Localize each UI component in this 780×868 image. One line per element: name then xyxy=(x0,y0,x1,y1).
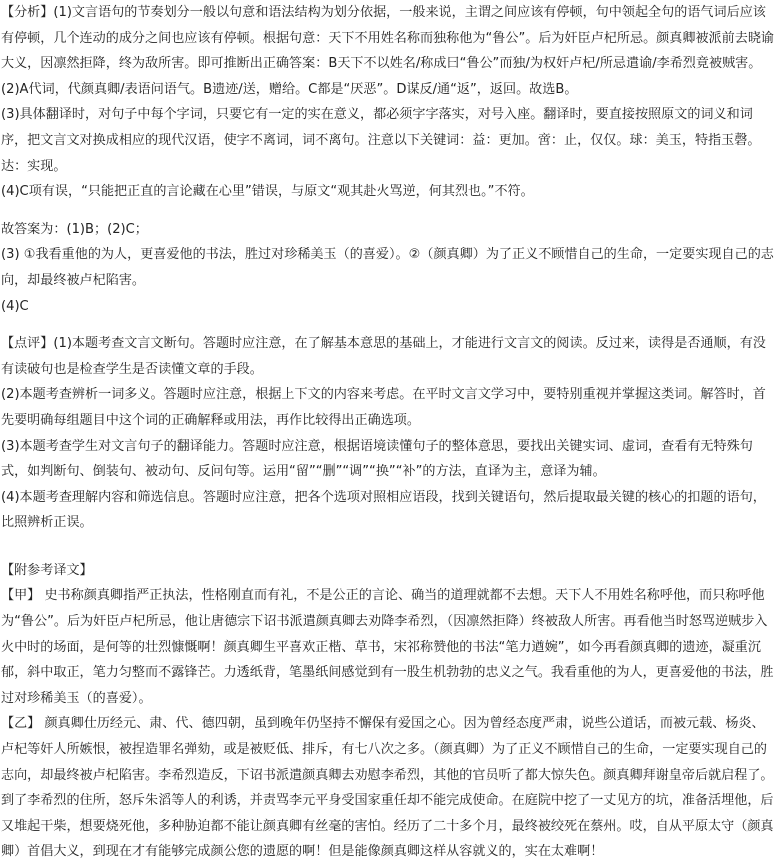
comment-text-1: (1)本题考查文言文断句。答题时应注意，在了解基本意思的基础上，才能进行文言文的阅读。反过来，读得是否通顺，有没有读破句也是检查学生是否读懂文章的手段。 xyxy=(1,336,766,377)
analysis-paragraph-3: (3)具体翻译时，对句子中每个字词，只要它有一定的实在意义，都必须字字落实，对号入座。翻译时，要直接按照原文的词义和词序，把文言文对换成相应的现代汉语，使字不离词，词不离句。注意以下关键词：益：更加。啻：止，仅仅。球：美玉，特指玉磬。达：实现。 xyxy=(1,107,761,174)
analysis-paragraph-1 xyxy=(1,0,777,77)
comment-paragraph-2: (2)本题考查辨析一词多义。答题时应注意，根据上下文的内容来考虑。在平时文言文学习中，要特别重视并掌握这类词。解答时，首先要明确每组题目中这个词的正确解释或用法，再作比较得出正确选项。 xyxy=(1,387,766,428)
analysis-title: 【分析】 xyxy=(1,5,54,20)
answer-line-1: 故答案为：(1)B；(2)C； xyxy=(1,221,148,237)
comment-paragraph-4: (4)本题考查理解内容和筛选信息。答题时应注意，把各个选项对照相应语段，找到关键语句，然后提取最关键的核心的扣题的语句，比照辨析正误。 xyxy=(1,489,766,531)
translation-section xyxy=(1,558,777,865)
answer-section xyxy=(1,217,777,319)
analysis-text-1: (1)文言语句的节奏划分一般以句意和语法结构为划分依据，一般来说，主谓之间应该有停顿，句中领起全句的语气词后应该有停顿，几个连动的成分之间也应该有停顿。根据句意：天下不用姓名称而独称他为“鲁公”。后为奸臣卢杞所忌。颜真卿被派前去晓谕大义，因凛然拒降，终为敌所害。即可推断出正确答案：B天下不以姓名/称成曰“鲁公”而独/为权奸卢杞/所忌遣谕/李希烈竟被贼害。 xyxy=(1,5,775,72)
comment-section xyxy=(1,331,777,536)
answer-line-2: (3) ①我看重他的为人，更喜爱他的书法，胜过对珍稀美玉（的喜爱）。②（颜真卿）为了正义不顾惜自己的生命，一定要实现自己的志向，却最终被卢杞陷害。 xyxy=(1,247,774,288)
translation-title: 【附参考译文】 xyxy=(1,562,93,578)
document-content xyxy=(1,0,777,865)
comment-title: 【点评】 xyxy=(1,336,54,352)
analysis-paragraph-4: (4)C项有误，“只能把正直的言论藏在心里”错误，与原文“观其赴火骂逆，何其烈也。”不符。 xyxy=(1,184,534,200)
analysis-section xyxy=(1,0,777,205)
analysis-paragraph-2: (2)A代词，代颜真卿/表语问语气。B遗迹/送，赠给。C都是“厌恶”。D谋反/通“返”，返回。故选B。 xyxy=(1,81,578,97)
answer-line-3: (4)C xyxy=(1,298,29,314)
translation-yi: 【乙】 颜真卿仕历经元、肃、代、德四朝，虽到晚年仍坚持不懈保有爱国之心。因为曾经态度严肃，说些公道话，而被元载、杨炎、卢杞等奸人所嫉恨，被捏造罪名弹劾，或是被贬低、排斥，有七八次之多。（颜真卿）为了正义不顾惜自己的生命，一定要实现自己的志向，却最终被卢杞陷害。李希烈造反，下诏书派遣颜真卿去劝慰李希烈，其他的官员听了都大惊失色。颜真卿拜谢皇帝后就启程了。到了李希烈的住所，怒斥朱滔等人的利诱，并责骂李元平身受国家重任却不能完成使命。在庭院中挖了一丈见方的坑，准备活埋他，后又堆起干柴，想要烧死他，多种胁迫都不能让颜真卿有丝毫的害怕。经历了二十多个月，最终被绞死在蔡州。哎，自从平原太守（颜真卿）首倡大义，到现在才有能够完成颜公您的遗愿的啊！但是能像颜真卿这样从容就义的，实在太难啊！ xyxy=(1,716,774,860)
comment-paragraph-1 xyxy=(1,331,777,382)
translation-jia: 【甲】 史书称颜真卿指严正执法，性格刚直而有礼，不是公正的言论、确当的道理就都不去想。天下人不用姓名称呼他，而只称呼他为“鲁公”。后为奸臣卢杞所忌，他让唐德宗下诏书派遣颜真卿去劝降李希烈，（因凛然拒降）终被敌人所害。再看他当时怒骂逆贼步入火中时的场面，是何等的壮烈慷慨啊！颜真卿生平喜欢正楷、草书，宋祁称赞他的书法“笔力遒婉”，如今再看颜真卿的遗迹，凝重沉郁，斜中取正，笔力匀整而不露锋芒。力透纸背，笔墨纸间感觉到有一股生机勃勃的忠义之气。我看重他的为人，更喜爱他的书法，胜过对珍稀美玉（的喜爱）。 xyxy=(1,588,774,706)
comment-paragraph-3: (3)本题考查学生对文言句子的翻译能力。答题时应注意，根据语境读懂句子的整体意思，要找出关键实词、虚词，查看有无特殊句式，如判断句、倒装句、被动句、反问句等。运用“留”“删”“调”“换”“补”的方法，直译为主，意译为辅。 xyxy=(1,438,753,480)
